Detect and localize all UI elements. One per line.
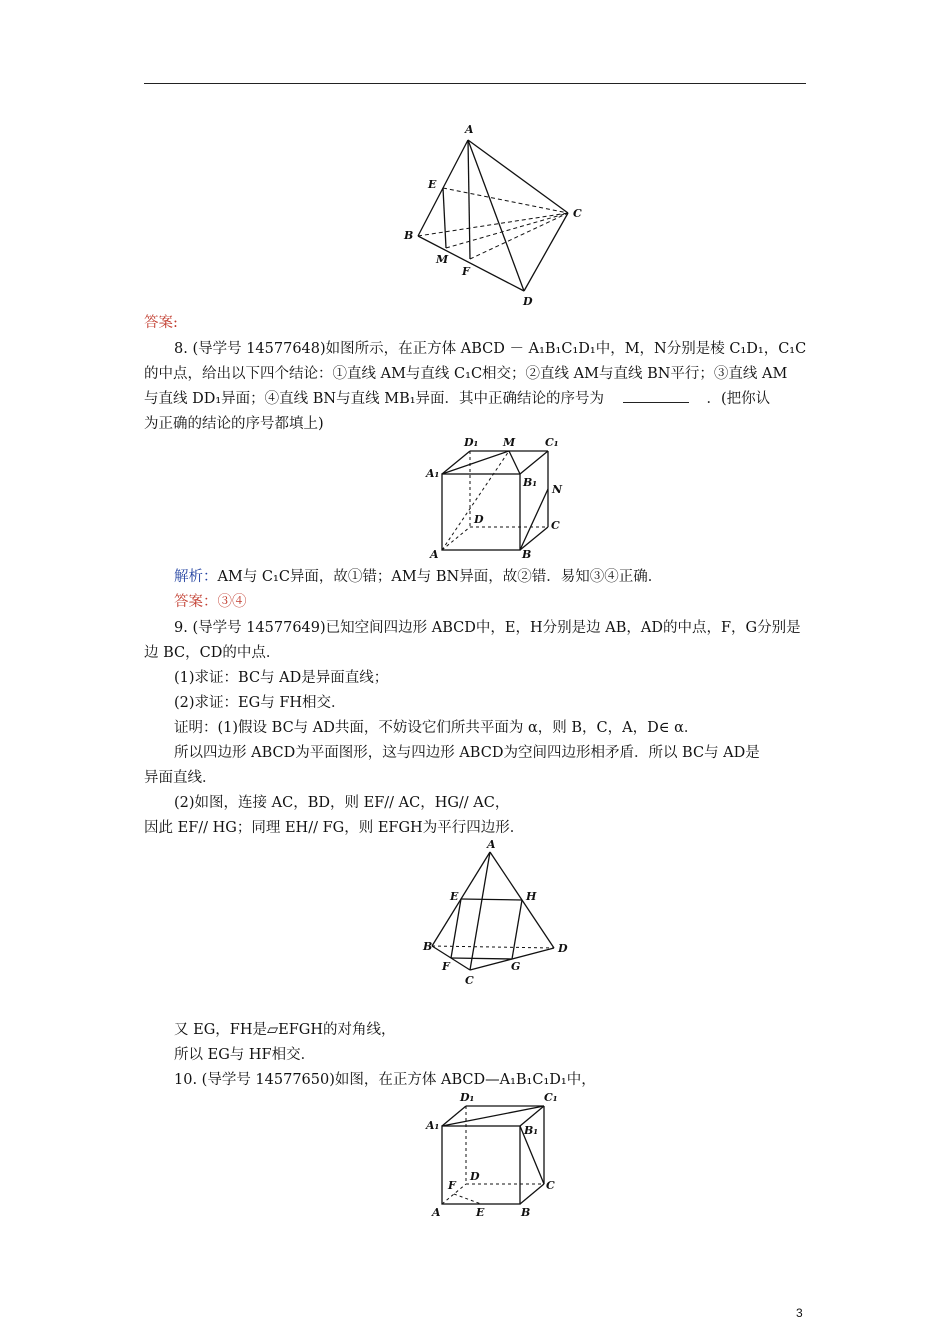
- explanation-8-label: 解析：: [174, 569, 218, 585]
- q8-line-3: [144, 389, 808, 409]
- label-m: M: [436, 253, 449, 266]
- explanation-8-text: AM与 C₁C异面，故①错；AM与 BN异面，故②错．易知③④正确．: [217, 569, 663, 585]
- label-b: B: [522, 548, 532, 561]
- label-c1: C₁: [545, 436, 559, 449]
- label-n: N: [552, 483, 563, 496]
- label-d1: D₁: [464, 436, 479, 449]
- label-d: D: [470, 1170, 480, 1183]
- answer-8-text: ③④: [217, 594, 247, 610]
- figure-cube-ef: [420, 1092, 580, 1222]
- q9-line-5: 证明：(1)假设 BC与 AD共面，不妨设它们所共平面为 α，则 B，C，A，D∈ α．: [174, 720, 699, 736]
- q9-line-2: 边 BC，CD的中点．: [144, 645, 281, 661]
- label-e: E: [476, 1206, 485, 1219]
- q8-line-3-tail: ．(把你认: [706, 391, 771, 407]
- label-a: A: [465, 123, 474, 136]
- label-a1: A₁: [426, 1119, 440, 1132]
- label-d: D: [523, 295, 533, 308]
- label-c: C: [573, 207, 582, 220]
- label-a: A: [430, 548, 439, 561]
- label-b1: B₁: [523, 476, 538, 489]
- label-d1: D₁: [460, 1091, 475, 1104]
- q8-line-4: 为正确的结论的序号都填上): [144, 416, 324, 432]
- answer-8-label: 答案：: [174, 594, 218, 610]
- figure-cube-mn: [420, 434, 580, 562]
- label-f: F: [462, 265, 470, 278]
- answer-8: [174, 592, 838, 612]
- q9-line-6: 所以四边形 ABCD为平面图形，这与四边形 ABCD为空间四边形相矛盾．所以 BC与 AD是: [174, 745, 760, 761]
- label-b1: B₁: [524, 1124, 539, 1137]
- q9-line-7: 异面直线．: [144, 770, 217, 786]
- label-a1: A₁: [426, 467, 440, 480]
- q8-line-3-text: 与直线 DD₁异面；④直线 BN与直线 MB₁异面．其中正确结论的序号为: [144, 391, 605, 407]
- label-e: E: [428, 178, 437, 191]
- label-c: C: [551, 519, 560, 532]
- label-f: F: [442, 960, 450, 973]
- label-b: B: [423, 940, 433, 953]
- label-d: D: [474, 513, 484, 526]
- header-rule: [144, 83, 806, 84]
- figure-tetrahedron-abcd: [396, 118, 596, 308]
- label-c: C: [546, 1179, 555, 1192]
- label-c1: C₁: [544, 1091, 558, 1104]
- label-a: A: [487, 838, 496, 851]
- label-h: H: [526, 890, 537, 903]
- q9-line-9: 因此 EF// HG；同理 EH// FG，则 EFGH为平行四边形．: [144, 820, 525, 836]
- label-a: A: [432, 1206, 441, 1219]
- answer-7-label: 答案:: [144, 315, 178, 331]
- label-m: M: [503, 436, 516, 449]
- answer-blank[interactable]: [623, 390, 689, 403]
- q9-line-8: (2)如图，连接 AC，BD，则 EF// AC，HG// AC，: [174, 795, 510, 811]
- q9-line-10: 又 EG，FH是▱EFGH的对角线，: [174, 1022, 396, 1038]
- q9-line-3: (1)求证：BC与 AD是异面直线；: [174, 670, 389, 686]
- figure-tetrahedron-efgh: [420, 840, 580, 990]
- q8-line-2: 的中点，给出以下四个结论：①直线 AM与直线 C₁C相交；②直线 AM与直线 BN平行；③直线 AM: [144, 366, 788, 382]
- label-f: F: [448, 1179, 456, 1192]
- label-d: D: [558, 942, 568, 955]
- q8-line-1: 8. (导学号 14577648)如图所示，在正方体 ABCD － A₁B₁C₁D₁中，M，N分别是棱 C₁D₁，C₁C: [174, 341, 807, 357]
- q9-line-4: (2)求证：EG与 FH相交．: [174, 695, 346, 711]
- q9-line-11: 所以 EG与 HF相交．: [174, 1047, 316, 1063]
- label-c: C: [465, 974, 474, 987]
- label-e: E: [450, 890, 459, 903]
- explanation-8: [174, 567, 838, 587]
- q10-line-1: 10. (导学号 14577650)如图，在正方体 ABCD—A₁B₁C₁D₁中，: [174, 1072, 596, 1088]
- label-g: G: [511, 960, 521, 973]
- label-b: B: [404, 229, 414, 242]
- q9-line-1: 9. (导学号 14577649)已知空间四边形 ABCD中，E，H分别是边 AB，AD的中点，F，G分别是: [174, 620, 801, 636]
- page-number: 3: [796, 1306, 803, 1320]
- label-b: B: [521, 1206, 531, 1219]
